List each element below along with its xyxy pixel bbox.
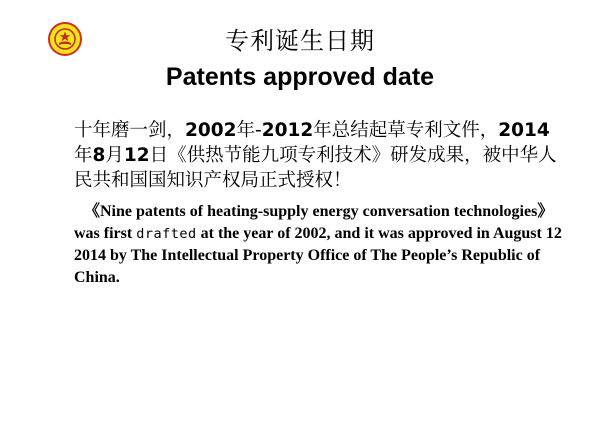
cn-year-2002: 2002 [185, 120, 237, 141]
cn-day-12: 12 [123, 145, 150, 166]
cn-year-2012: 2012 [261, 120, 314, 141]
cn-text-1: 十年磨一剑， [74, 120, 186, 141]
cn-text-3: 年总结起草专利文件， [313, 120, 499, 141]
cn-text-6: 日《供热节能九项专利技术》研发成果，被中华人民共和国国知识产权局正式授权！ [74, 145, 557, 191]
en-text-drafted: drafted [136, 225, 197, 242]
en-text-1: 《Nine patents of heating-supply energy conversation technologies》 was first [74, 203, 554, 242]
cn-text-4: 年 [74, 145, 93, 166]
cn-year-2014: 2014 [498, 120, 550, 141]
cn-text-2: 年- [236, 120, 262, 141]
page-title-english: Patents approved date [165, 63, 435, 91]
paragraph-chinese [74, 118, 564, 193]
paragraph-english [74, 201, 564, 288]
cn-text-5: 月 [105, 145, 124, 166]
body-content [74, 118, 564, 288]
cn-month-8: 8 [92, 145, 106, 166]
en-text-2: at the year of 2002, and it was approved in August 12 2014 by The Intellectual Property Office of The People’s Republic of China. [74, 224, 562, 286]
page-title-chinese: 专利诞生日期 [225, 27, 375, 55]
